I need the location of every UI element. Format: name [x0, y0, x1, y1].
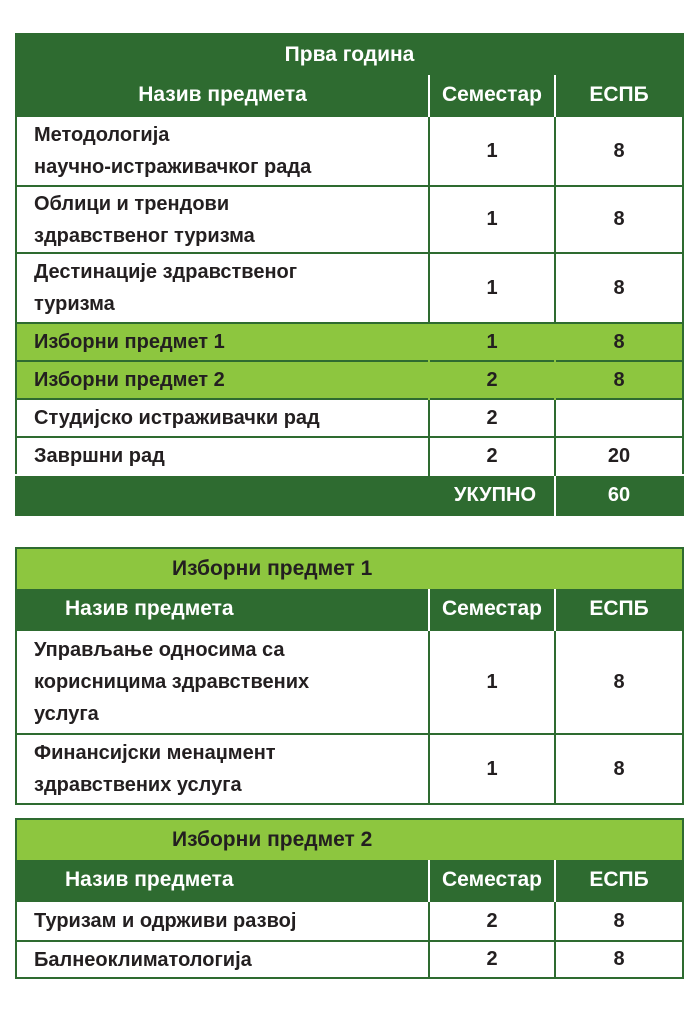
subject-semester: 1 [429, 253, 555, 323]
subject-name: Студијско истраживачки рад [16, 399, 429, 437]
subject-semester: 2 [429, 901, 555, 941]
subject-ects: 8 [555, 361, 683, 399]
subject-name-text: Финансијски менаџмент здравствених услуга [34, 742, 276, 796]
subject-name: Балнеоклиматологија [16, 941, 429, 978]
elective-1-title [16, 548, 683, 589]
subject-semester: 2 [429, 399, 555, 437]
subject-name [16, 630, 429, 734]
header-ects: ЕСПБ [555, 589, 683, 630]
subject-semester: 1 [429, 630, 555, 734]
subject-ects: 8 [555, 253, 683, 323]
subject-semester: 2 [429, 941, 555, 978]
table-row [16, 901, 683, 941]
subject-name-text: Дестинације здравственог туризма [34, 261, 298, 315]
table-row [16, 253, 683, 323]
elective-1-header-row [16, 589, 683, 630]
first-year-title: Прва година [16, 34, 683, 75]
elective-2-title-text: Изборни предмет 2 [172, 828, 373, 851]
table-row [16, 116, 683, 186]
subject-ects: 20 [555, 437, 683, 475]
subject-name [16, 186, 429, 253]
table-row [16, 399, 683, 437]
subject-ects: 8 [555, 186, 683, 253]
subject-semester: 1 [429, 734, 555, 804]
table-row [16, 630, 683, 734]
subject-semester: 2 [429, 437, 555, 475]
header-ects: ЕСПБ [555, 860, 683, 901]
subject-name-text: Управљање односима са корисницима здравствених услуга [34, 639, 310, 725]
subject-ects [555, 399, 683, 437]
header-semester: Семестар [429, 75, 555, 116]
table-row [16, 437, 683, 475]
table-row-elective-2 [16, 361, 683, 399]
header-subject-name: Назив предмета [16, 75, 429, 116]
elective-1-table [15, 547, 684, 805]
subject-semester: 1 [429, 116, 555, 186]
subject-ects: 8 [555, 116, 683, 186]
subject-ects: 8 [555, 630, 683, 734]
header-ects: ЕСПБ [555, 75, 683, 116]
subject-ects: 8 [555, 941, 683, 978]
elective-2-header-row [16, 860, 683, 901]
subject-name-text: Методологија научно-истраживачког рада [34, 124, 312, 178]
elective-1-title-text: Изборни предмет 1 [172, 557, 373, 580]
total-label: УКУПНО [16, 475, 555, 515]
subject-semester: 1 [429, 323, 555, 361]
subject-ects: 8 [555, 734, 683, 804]
subject-name: Туризам и одрживи развој [16, 901, 429, 941]
subject-name-text: Облици и трендови здравственог туризма [34, 192, 255, 247]
subject-name [16, 116, 429, 186]
first-year-header-row [16, 75, 683, 116]
header-semester: Семестар [429, 589, 555, 630]
subject-name: Изборни предмет 2 [16, 361, 429, 399]
subject-name [16, 253, 429, 323]
header-semester: Семестар [429, 860, 555, 901]
total-value: 60 [555, 475, 683, 515]
total-row [16, 475, 683, 515]
subject-name: Изборни предмет 1 [16, 323, 429, 361]
header-subject-name: Назив предмета [16, 860, 429, 901]
subject-name: Завршни рад [16, 437, 429, 475]
elective-2-title [16, 819, 683, 860]
table-row [16, 186, 683, 253]
subject-name [16, 734, 429, 804]
subject-semester: 2 [429, 361, 555, 399]
subject-ects: 8 [555, 323, 683, 361]
table-row [16, 941, 683, 978]
table-row [16, 734, 683, 804]
table-row-elective-1 [16, 323, 683, 361]
subject-semester: 1 [429, 186, 555, 253]
subject-ects: 8 [555, 901, 683, 941]
elective-2-table [15, 818, 684, 979]
header-subject-name: Назив предмета [16, 589, 429, 630]
first-year-table [15, 33, 684, 516]
